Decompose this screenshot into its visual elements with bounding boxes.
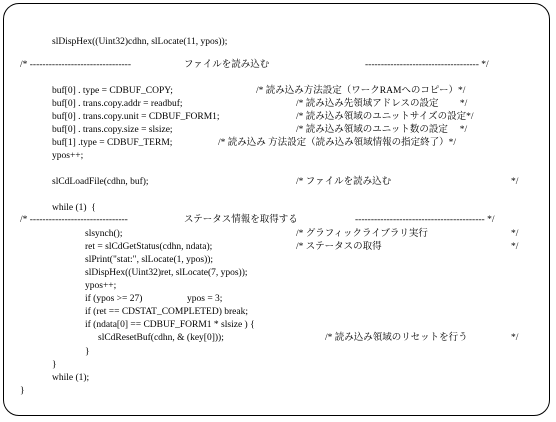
code-comment: /* 読み込み領域のユニットサイズの設定*/ [296,112,474,122]
code-line: slDispHex((Uint32)cdhn, slLocate(11, ypos)); [52,37,228,47]
code-line: slDispHex((Uint32)ret, slLocate(7, ypos)); [85,268,248,278]
section-title: ステータス情報を取得する [184,215,298,225]
section-comment-open: /* ------------------------------- [20,215,128,225]
code-line: buf[1] .type = CDBUF_TERM; [52,138,173,148]
section-comment-open: /* -------------------------------- [20,60,131,70]
code-line: if (ypos >= 27) [85,294,143,304]
code-line: while (1); [52,373,90,383]
code-line: while (1) { [52,203,96,213]
code-line: ret = slCdGetStatus(cdhn, ndata); [85,242,213,252]
code-line: buf[0] . trans.copy.unit = CDBUF_FORM1; [52,112,220,122]
code-comment-close: */ [511,242,519,252]
code-line: slCdLoadFile(cdhn, buf); [52,177,149,187]
code-comment: /* 読み込み領域のリセットを行う [325,333,468,343]
code-line: slsynch(); [85,229,123,239]
code-comment: /* 読み込み先領域アドレスの設定 */ [296,99,468,109]
section-title: ファイルを読み込む [184,60,270,70]
code-comment: /* 読み込み方法設定（ワークRAMへのコピー）*/ [256,86,466,96]
code-line: ypos++; [85,281,117,291]
section-comment-close: ----------------------------------------- */ [355,215,495,225]
code-line: slCdResetBuf(cdhn, & (key[0])); [98,333,224,343]
code-line: buf[0] . type = CDBUF_COPY; [52,86,173,96]
code-comment-close: */ [511,333,519,343]
code-line: buf[0] . trans.copy.size = slsize; [52,125,173,135]
code-line: } [20,386,25,396]
code-comment-close: */ [511,177,519,187]
code-line: } [52,360,57,370]
code-line: } [85,347,90,357]
code-line: ypos++; [52,151,84,161]
code-line: slPrint("stat:", slLocate(1, ypos)); [85,255,214,265]
code-line: if (ret == CDSTAT_COMPLETED) break; [85,307,248,317]
code-comment: /* 読み込み 方法設定（読み込み領域情報の指定終了）*/ [218,138,457,148]
section-comment-close: ------------------------------------ */ [365,60,489,70]
code-comment: /* ファイルを読み込む [296,177,392,187]
code-line: ypos = 3; [187,294,223,304]
code-comment: /* ステータスの取得 [296,242,382,252]
code-comment: /* 読み込み領域のユニット数の設定 */ [296,125,468,135]
code-comment: /* グラフィックライブラリ実行 [296,229,428,239]
code-line: buf[0] . trans.copy.addr = readbuf; [52,99,183,109]
code-comment-close: */ [511,229,519,239]
code-line: if (ndata[0] == CDBUF_FORM1 * slsize ) { [85,320,255,330]
